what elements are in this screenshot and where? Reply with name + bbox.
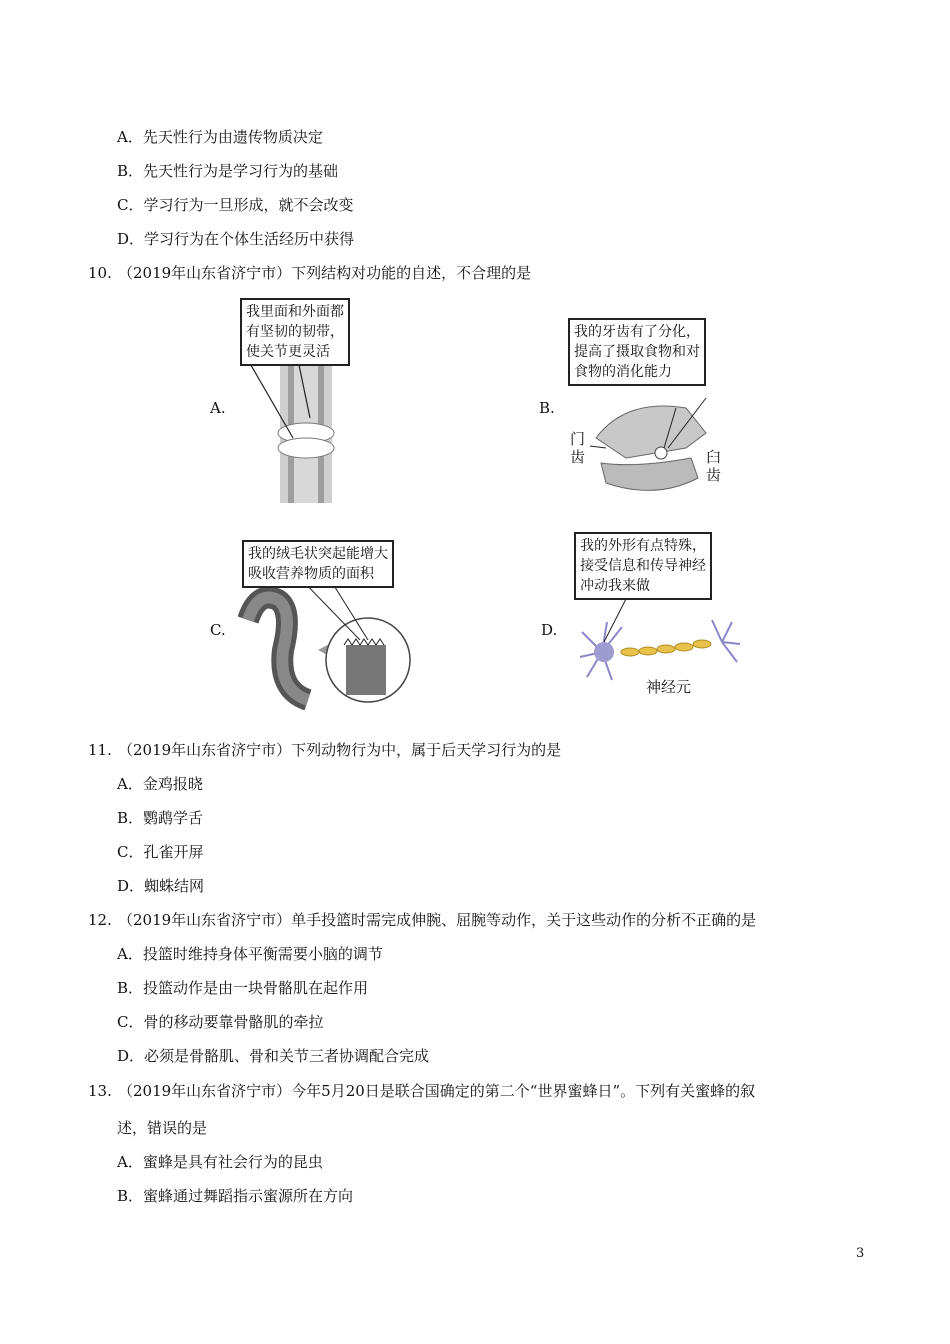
callout-line: 我里面和外面都 xyxy=(246,304,344,320)
q10-figure-d-callout xyxy=(574,532,712,600)
q10-stem-text: （2019年山东省济宁市）下列结构对功能的自述，不合理的是 xyxy=(118,264,532,282)
q13-option-a: A．蜜蜂是具有社会行为的昆虫 xyxy=(117,1153,323,1171)
incisor-tag-line: 门 xyxy=(570,430,586,448)
callout-line: 食物的消化能力 xyxy=(574,364,672,380)
page-number: 3 xyxy=(856,1246,865,1261)
q13-stem-text: （2019年山东省济宁市）今年5月20日是联合国确定的第二个“世界蜜蜂日”。下列有关蜜蜂的叙 xyxy=(118,1082,756,1100)
callout-line: 吸收营养物质的面积 xyxy=(248,566,374,582)
q12-option-d: D．必须是骨骼肌、骨和关节三者协调配合完成 xyxy=(117,1047,430,1065)
q10-figure-a xyxy=(238,298,368,503)
q10-figure-a-callout xyxy=(240,298,350,366)
q11-option-a: A．金鸡报晓 xyxy=(117,775,203,793)
q11-option-b: B．鹦鹉学舌 xyxy=(117,809,204,827)
q10-figure-b xyxy=(566,318,736,508)
callout-line: 使关节更灵活 xyxy=(246,344,330,360)
q10-figure-a-label: A. xyxy=(210,399,226,417)
q13-stem xyxy=(88,1081,755,1101)
q11-option-d: D．蜘蛛结网 xyxy=(117,877,205,895)
q13-option-b: B．蜜蜂通过舞蹈指示蜜源所在方向 xyxy=(117,1187,354,1205)
callout-line: 接受信息和传导神经 xyxy=(580,558,706,574)
q10-figure-d-label: D. xyxy=(541,621,558,639)
incisor-tag-line: 齿 xyxy=(570,448,586,466)
q13-number: 13. xyxy=(88,1082,112,1100)
callout-line: 冲动我来做 xyxy=(580,578,650,594)
q12-stem-text: （2019年山东省济宁市）单手投篮时需完成伸腕、屈腕等动作，关于这些动作的分析不正确的是 xyxy=(118,911,757,929)
callout-line: 我的外形有点特殊， xyxy=(580,538,706,554)
q11-stem-text: （2019年山东省济宁市）下列动物行为中，属于后天学习行为的是 xyxy=(118,741,562,759)
callout-line: 有坚韧的韧带， xyxy=(246,324,344,340)
q13-stem-continuation: 述，错误的是 xyxy=(117,1119,208,1137)
q10-figure-b-callout xyxy=(568,318,706,386)
q10-stem xyxy=(88,263,531,283)
q12-number: 12. xyxy=(88,911,112,929)
molar-tag-line: 齿 xyxy=(706,466,722,484)
q10-figure-b-label: B. xyxy=(539,399,555,417)
q10-figure-c-label: C. xyxy=(210,621,226,639)
neuron-caption: 神经元 xyxy=(646,678,692,696)
q9-option-c: C．学习行为一旦形成，就不会改变 xyxy=(117,196,354,214)
q12-stem xyxy=(88,910,756,930)
q10-figure-d xyxy=(572,532,742,702)
q10-figure-c xyxy=(238,540,418,710)
q9-option-d: D．学习行为在个体生活经历中获得 xyxy=(117,230,355,248)
q11-stem xyxy=(88,740,561,760)
callout-line: 我的牙齿有了分化， xyxy=(574,324,700,340)
q9-option-a: A．先天性行为由遗传物质决定 xyxy=(117,128,323,146)
q12-option-c: C．骨的移动要靠骨骼肌的牵拉 xyxy=(117,1013,324,1031)
q10-figure-c-callout xyxy=(242,540,394,588)
q12-option-a: A．投篮时维持身体平衡需要小脑的调节 xyxy=(117,945,383,963)
callout-line: 提高了摄取食物和对 xyxy=(574,344,700,360)
callout-line: 我的绒毛状突起能增大 xyxy=(248,546,388,562)
q11-number: 11. xyxy=(88,741,112,759)
incisor-tag xyxy=(570,430,585,466)
molar-tag xyxy=(706,448,721,484)
q12-option-b: B．投篮动作是由一块骨骼肌在起作用 xyxy=(117,979,369,997)
q11-option-c: C．孔雀开屏 xyxy=(117,843,204,861)
q9-option-b: B．先天性行为是学习行为的基础 xyxy=(117,162,339,180)
molar-tag-line: 臼 xyxy=(706,448,722,466)
q10-number: 10. xyxy=(88,264,112,282)
